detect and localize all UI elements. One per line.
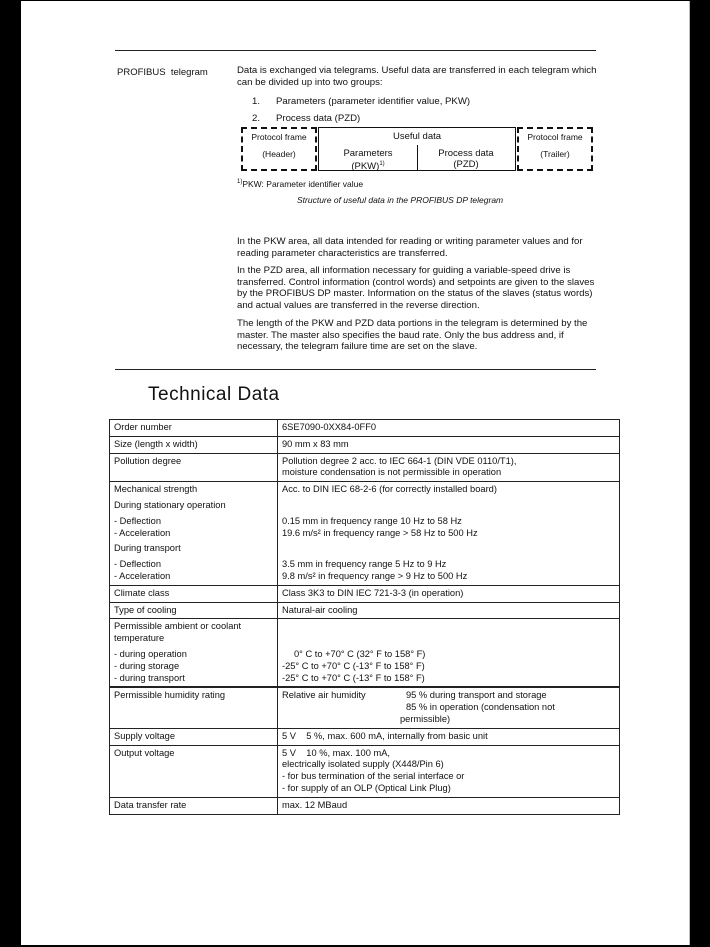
table-row: Size (length x width) 90 mm x 83 mm <box>110 436 620 453</box>
trailer-frame-box: Protocol frame (Trailer) <box>517 127 593 171</box>
top-rule <box>115 50 596 51</box>
figure-caption: Structure of useful data in the PROFIBUS DP telegram <box>297 195 504 205</box>
table-row: Permissible ambient or coolant temperature - during operation - during storage - during transport 0° C to +70° C (32° F to 158° F) -25° C to +70° C (-13° F to 158° F) -25° C to +70° C (-13° F to 158° F) <box>110 619 620 687</box>
page-title: Technical Data <box>148 384 280 405</box>
table-row: Mechanical strength During stationary operation - Deflection - Acceleration During transport - Deflection - Acceleration Acc. to DIN IEC 68-2-6 (for correctly installed board) 0.15 mm in frequency range 10 Hz to 58 Hz 19.6 m/s² in frequency range > 58 Hz to 500 Hz 3.5 mm in frequency range 5 Hz to 9 Hz 9.8 m/s² in frequency range > 9 Hz to 500 Hz <box>110 482 620 586</box>
paragraph-pkw: In the PKW area, all data intended for reading or writing parameter values and for reading parameter characteristics are transferred. <box>237 236 583 259</box>
table-row: Supply voltage 5 V 5 %, max. 600 mA, internally from basic unit <box>110 728 620 745</box>
pkw-cell: Parameters (PKW)$^{1)}$ <box>343 148 393 173</box>
list-item: 2. Process data (PZD) <box>252 113 361 124</box>
technical-data-table <box>109 419 620 815</box>
table-row: Output voltage 5 V 10 %, max. 100 mA, electrically isolated supply (X448/Pin 6) - for bus termination of the serial interface or - for supply of an OLP (Optical Link Plug) <box>110 745 620 797</box>
table-row: Order number 6SE7090-0XX84-0FF0 <box>110 420 620 437</box>
table-row: Pollution degree Pollution degree 2 acc. to IEC 664-1 (DIN VDE 0110/T1), moisture condensation is not permissible in operation <box>110 453 620 482</box>
footnote: $^{1)}$PKW: Parameter identifier value <box>237 179 364 189</box>
table-row: Data transfer rate max. 12 MBaud <box>110 797 620 814</box>
paragraph-pzd: In the PZD area, all information necessary for guiding a variable-speed drive is transferred. Control information (control words) and setpoints are given to the slaves by the PROFIBUS DP master. Information on the status of the slaves (status words) and actual values are transferred in the reverse direction. <box>237 265 595 311</box>
paragraph-length: The length of the PKW and PZD data portions in the telegram is determined by the master. The master also specifies the baud rate. Only the bus address and, if necessary, the telegram failure time are set on the slave. <box>237 318 588 353</box>
section-rule <box>115 369 596 370</box>
section-label: PROFIBUS telegram <box>117 67 208 78</box>
table-row: Type of cooling Natural-air cooling <box>110 602 620 619</box>
list-item: 1. Parameters (parameter identifier value, PKW) <box>252 96 471 107</box>
table-row: Permissible humidity rating Relative air humidity 95 % during transport and storage 85 % in operation (condensation not permissible) <box>110 687 620 728</box>
telegram-diagram <box>241 127 593 173</box>
header-frame-box: Protocol frame (Header) <box>241 127 317 171</box>
pzd-cell: Process data (PZD) <box>438 148 494 170</box>
useful-data-box: Useful data Parameters (PKW)$^{1)}$ Process data (PZD) <box>318 127 516 171</box>
intro-paragraph: Data is exchanged via telegrams. Useful data are transferred in each telegram which can be divided up into two groups: <box>237 65 597 88</box>
table-row: Climate class Class 3K3 to DIN IEC 721-3-3 (in operation) <box>110 585 620 602</box>
document-page <box>21 1 690 945</box>
